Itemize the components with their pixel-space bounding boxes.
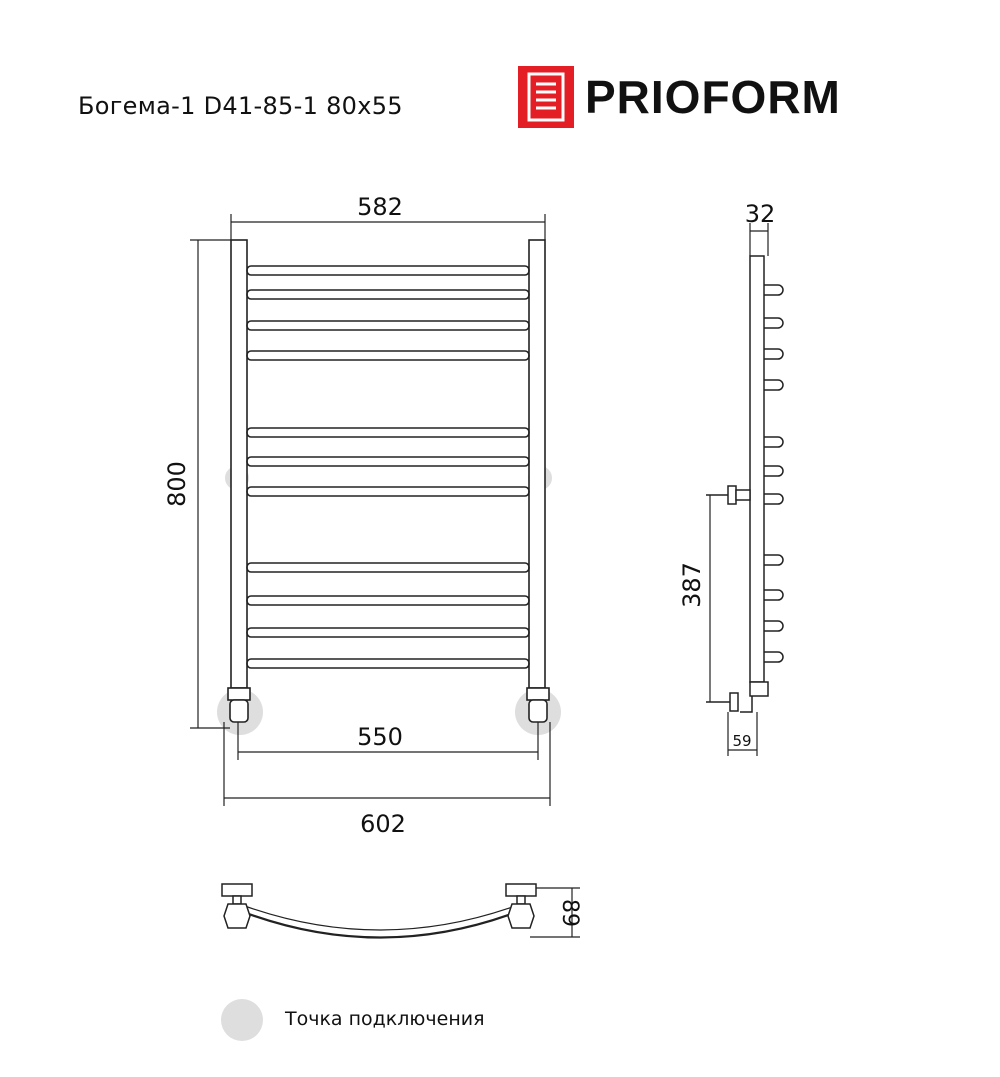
left-post [231, 240, 247, 688]
valve-left-icon [228, 688, 250, 722]
dim-depth-top: 32 [744, 200, 776, 228]
bottom-valve-right-icon [506, 884, 536, 928]
side-view [706, 256, 783, 712]
right-post [529, 240, 545, 688]
dim-width-top: 582 [357, 193, 403, 221]
model-title: Богема-1 D41-85-1 80x55 [78, 92, 403, 120]
valve-right-icon [527, 688, 549, 722]
brand-name: PRIOFORM [585, 71, 841, 123]
bottom-view [222, 884, 536, 938]
legend-connection-point-icon [221, 999, 263, 1041]
dim-height: 800 [163, 461, 191, 507]
brand-logo-icon [518, 66, 574, 128]
dim-depth-bottom: 59 [732, 732, 752, 750]
side-bar-stubs [764, 285, 783, 662]
bottom-curve [238, 910, 522, 938]
side-post [750, 256, 764, 682]
dim-inner-width: 550 [357, 723, 403, 751]
dim-outer-width: 602 [360, 810, 406, 838]
dim-connection-height: 387 [678, 562, 706, 608]
crossbars [247, 266, 529, 668]
side-fitting-lower-icon [706, 682, 768, 712]
front-view [217, 240, 561, 735]
legend-label: Точка подключения [285, 1008, 485, 1030]
dim-bottom-depth: 89 [557, 899, 582, 927]
bottom-valve-left-icon [222, 884, 252, 928]
side-fitting-upper-icon [706, 486, 750, 504]
